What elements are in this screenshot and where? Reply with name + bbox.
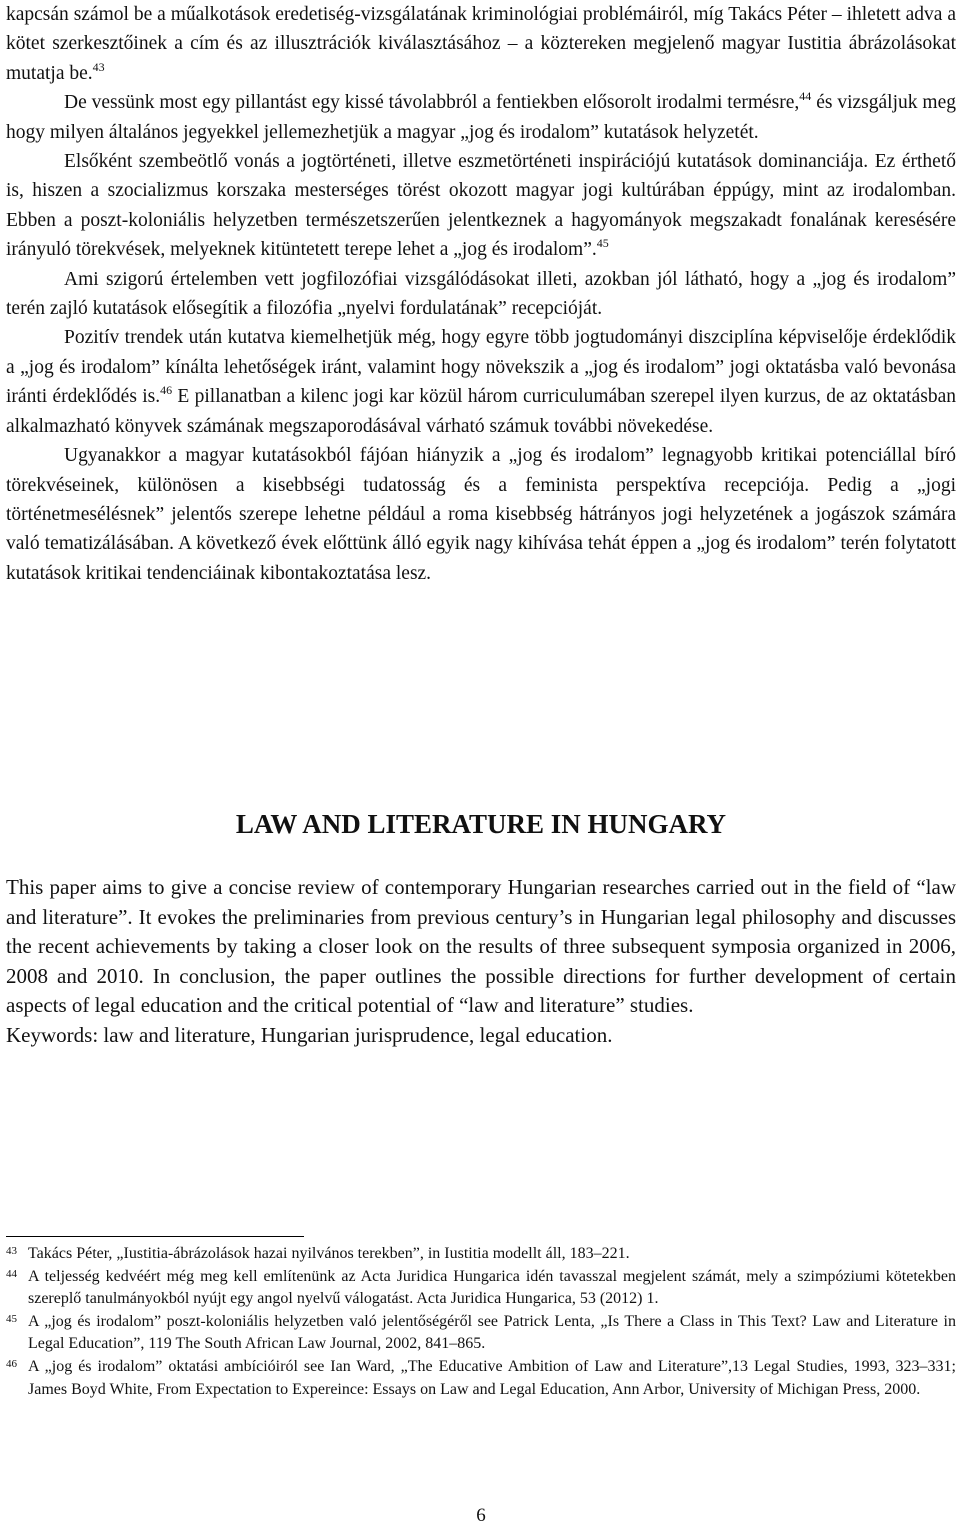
abstract-section bbox=[6, 873, 956, 1050]
footnote-divider bbox=[6, 1236, 304, 1237]
paragraph-2-text-b: és vizsgáljuk meg hogy milyen általános jegyekkel jellemezhetjük a magyar „jog és irodalom” kutatások helyzetét. bbox=[6, 92, 956, 143]
paragraph-3 bbox=[6, 147, 956, 265]
footnote-number: 45 bbox=[6, 1312, 17, 1325]
footnote-number: 44 bbox=[6, 1267, 17, 1280]
paragraph-2-text-a: De vessünk most egy pillantást egy kissé távolabbról a fentiekben elősorolt irodalmi termésre, bbox=[64, 92, 800, 114]
footnote-ref-45[interactable]: 45 bbox=[596, 236, 609, 251]
abstract-text: This paper aims to give a concise review of contemporary Hungarian researches carried out in the field of “law and literature”. It evokes the preliminaries from previous century’s in Hungarian legal philosophy and discusses the recent achievements by taking a closer look on the results of three subsequent symposia organized in 2006, 2008 and 2010. In conclusion, the paper outlines the possible directions for further development of certain aspects of legal education and the critical potential of “law and literature” studies. bbox=[6, 875, 956, 1017]
paragraph-5-text-b: E pillanatban a kilenc jogi kar közül három curriculumában szerepel ilyen kurzus, de az oktatásban alkalmazható könyvek számának megszaporodásával várható számuk további növekedése. bbox=[6, 386, 956, 437]
paragraph-1-text: kapcsán számol be a műalkotások eredetiség-vizsgálatának kriminológiai problémáiról, míg Takács Péter – ihletett adva a kötet szerkesztőinek a cím és az illusztrációk kiválasztásához – a köztereken megjelenő magyar Iustitia ábrázolásokat mutatja be. bbox=[6, 4, 956, 84]
keywords-text: law and literature, Hungarian jurisprudence, legal education. bbox=[98, 1022, 613, 1047]
footnote-text: A „jog és irodalom” poszt-koloniális helyzetben való jelentőségéről see Patrick Lenta, „Is There a Class in This Text? Law and Literature in Legal Education”, 119 The South African Law Journal, 2002, 841–865. bbox=[28, 1312, 956, 1353]
abstract-title: LAW AND LITERATURE IN HUNGARY bbox=[235, 809, 727, 839]
keywords-line bbox=[6, 1021, 956, 1051]
footnote-43 bbox=[6, 1243, 956, 1266]
footnote-text: A „jog és irodalom” oktatási ambícióiról see Ian Ward, „The Educative Ambition of Law and Literature”,13 Legal Studies, 1993, 323–331; James Boyd White, From Expectation to Expereince: Essays on Law and Legal Education, Ann Arbor, University of Michigan Press, 2000. bbox=[28, 1357, 956, 1398]
paragraph-6: Ugyanakkor a magyar kutatásokból fájóan hiányzik a „jog és irodalom” legnagyobb kritikai potenciállal bíró törekvéseinek, különösen a kisebbségi tudatosság és a feminista perspektíva recepciója. Pedig a „jogi történetmesélésnek” jelentős szerepe lehetne például a roma kisebbség hátrányos jogi helyzetének a jogászok számára való tematizálásában. A következő évek előttünk álló egyik nagy kihívása tehát éppen a „jog és irodalom” terén folytatott kutatások kritikai tendenciáinak kibontakoztatása lesz. bbox=[6, 445, 956, 584]
footnote-ref-44[interactable]: 44 bbox=[799, 89, 812, 104]
footnotes-section bbox=[6, 1243, 956, 1401]
paragraph-4: Ami szigorú értelemben vett jogfilozófiai vizsgálódásokat illeti, azokban jól látható, hogy a „jog és irodalom” terén zajló kutatások elősegítik a filozófia „nyelvi fordulatának” recepcióját. bbox=[6, 268, 956, 320]
footnote-text: A teljesség kedvéért még meg kell említenünk az Acta Juridica Hungarica idén tavasszal megjelent számát, mely a szimpóziumi kötetekben szereplő tanulmányokból nyújt egy angol nyelvű válogatást. Acta Juridica Hungarica, 53 (2012) 1. bbox=[28, 1267, 956, 1308]
paragraph-5-text-a: Pozitív trendek után kutatva kiemelhetjük még, hogy egyre több jogtudományi diszciplína képviselője érdeklődik a „jog és irodalom” kínálta lehetőségek iránt, valamint hogy növekszik a „jog és irodalom” jogi oktatásba való bevonása iránti érdeklődés is. bbox=[6, 327, 956, 408]
footnote-ref-46[interactable]: 46 bbox=[160, 383, 173, 398]
footnote-44 bbox=[6, 1266, 956, 1311]
paragraph-1 bbox=[6, 0, 956, 88]
paragraph-2 bbox=[6, 88, 956, 147]
document-page bbox=[6, 0, 956, 1526]
main-body-text bbox=[6, 0, 956, 588]
paragraph-3-text: Elsőként szembeötlő vonás a jogtörténeti, illetve eszmetörténeti inspirációjú kutatások dominanciája. Ez érthető is, hiszen a szocializmus korszaka mesterséges törést okozott magyar jogi kultúrában éppúgy, mint az irodalomban. Ebben a poszt-koloniális helyzetben természetszerűen jelentkeznek a hagyományok megszakadt fonalának keresésére irányuló törekvések, melyeknek kitüntetett terepe lehet a „jog és irodalom”. bbox=[6, 151, 956, 261]
paragraph-5 bbox=[6, 323, 956, 441]
footnote-number: 46 bbox=[6, 1357, 17, 1370]
footnote-number: 43 bbox=[6, 1245, 17, 1257]
keywords-label: Keywords: bbox=[6, 1022, 99, 1047]
footnote-text: Takács Péter, „Iustitia-ábrázolások hazai nyilvános terekben”, in Iustitia modellt áll, 183–221. bbox=[28, 1245, 630, 1262]
footnote-ref-43[interactable]: 43 bbox=[92, 59, 105, 74]
page-number: 6 bbox=[476, 1505, 486, 1526]
footnote-46 bbox=[6, 1356, 956, 1401]
footnote-45 bbox=[6, 1311, 956, 1356]
